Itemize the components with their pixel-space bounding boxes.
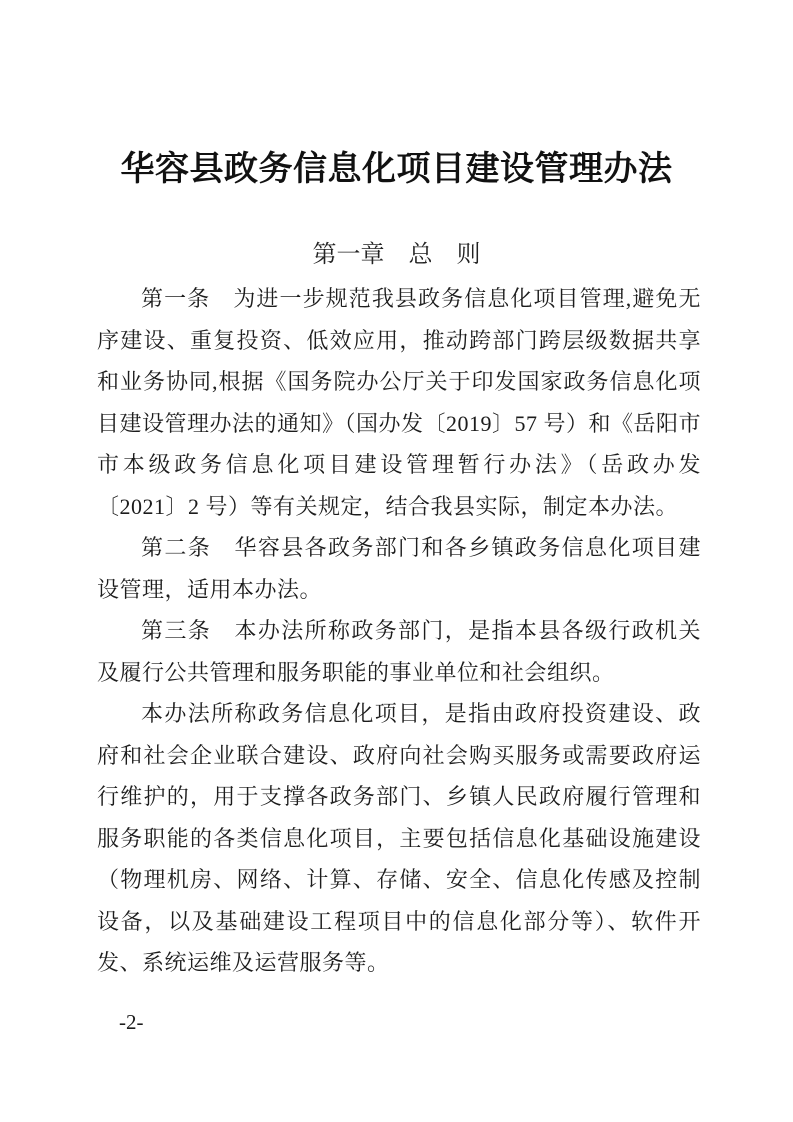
paragraph-article-2: 第二条 华容县各政务部门和各乡镇政务信息化项目建设管理，适用本办法。	[97, 535, 701, 602]
chapter-heading: 第一章 总 则	[312, 241, 481, 268]
paragraph-article-3-continued: 本办法所称政务信息化项目，是指由政府投资建设、政府和社会企业联合建设、政府向社会购买服务或需要政府运行维护的，用于支撑各政务部门、乡镇人民政府履行管理和服务职能的各类信息化项目，主要包括信息化基础设施建设（物理机房、网络、计算、存储、安全、信息化传感及控制设备，以及基础建设工程项目中的信息化部分等）、软件开发、系统运维及运营服务等。	[97, 701, 701, 975]
document-body	[97, 278, 701, 984]
page-number: -2-	[119, 1010, 144, 1034]
paragraph-article-3: 第三条 本办法所称政务部门，是指本县各级行政机关及履行公共管理和服务职能的事业单位和社会组织。	[97, 618, 701, 685]
paragraph-article-1: 第一条 为进一步规范我县政务信息化项目管理,避免无序建设、重复投资、低效应用，推动跨部门跨层级数据共享和业务协同,根据《国务院办公厅关于印发国家政务信息化项目建设管理办法的通知》（国办发〔2019〕57 号）和《岳阳市市本级政务信息化项目建设管理暂行办法》（岳政办发〔2021〕2 号）等有关规定，结合我县实际，制定本办法。	[97, 286, 702, 519]
document-title: 华容县政务信息化项目建设管理办法	[120, 151, 673, 188]
